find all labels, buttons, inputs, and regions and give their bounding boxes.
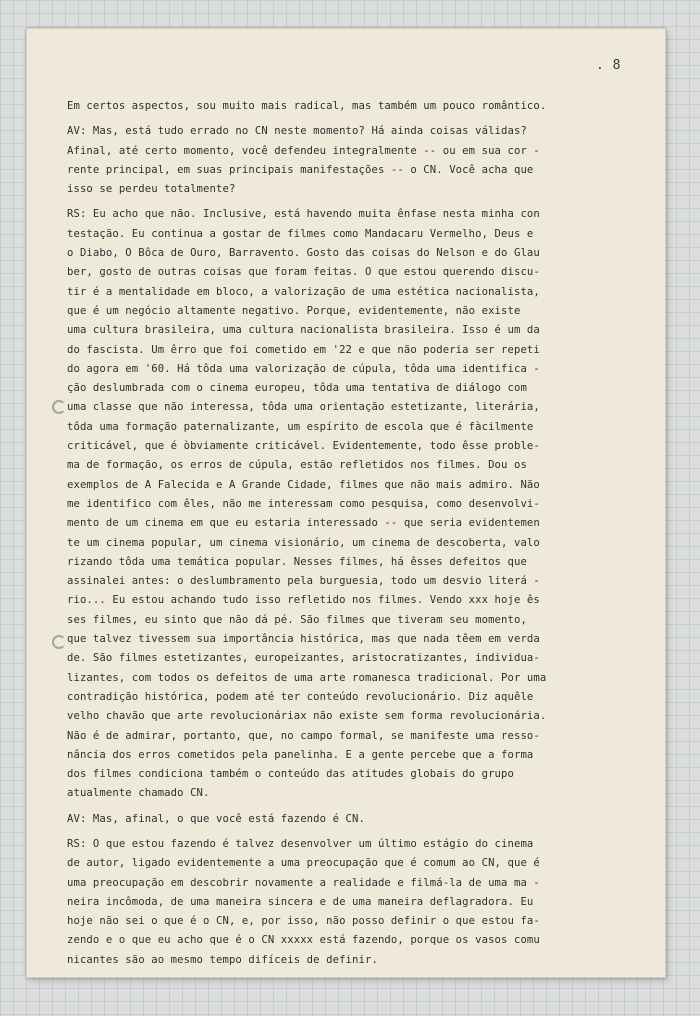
text-line: tir é a mentalidade em bloco, a valorização de uma estética nacionalista, — [67, 285, 540, 298]
text-line: dos filmes condiciona também o conteúdo das atitudes globais do grupo — [67, 768, 514, 781]
text-line: uma preocupação em descobrir novamente a realidade e filmá-la de uma ma - — [67, 876, 540, 889]
text-line: criticável, que é òbviamente criticável. Evidentemente, todo êsse proble- — [67, 440, 540, 453]
text-line: me identifico com êles, não me interessam como pesquisa, como desenvolvi- — [67, 497, 540, 510]
text-line: de autor, ligado evidentemente a uma preocupação que é comum ao CN, que é — [67, 857, 540, 870]
text-line: Não é de admirar, portanto, que, no campo formal, se manifeste uma resso- — [67, 729, 540, 742]
text-line: nância dos erros cometidos pela panelinha. E a gente percebe que a forma — [67, 748, 534, 761]
text-line: ses filmes, eu sinto que não dá pé. São filmes que tiveram seu momento, — [67, 613, 527, 626]
typed-page — [26, 28, 666, 978]
text-line: uma cultura brasileira, uma cultura nacionalista brasileira. Isso é um da — [67, 324, 540, 337]
text-line: que talvez tivessem sua importância histórica, mas que nada têem em verda — [67, 633, 540, 646]
paragraph-p2 — [67, 122, 632, 199]
text-line: do agora em '60. Há tôda uma valorização de cúpula, tôda uma identifica - — [67, 362, 540, 375]
text-line: de. São filmes estetizantes, europeizantes, aristocratizantes, individua- — [67, 652, 540, 665]
punch-hole-mark-lower — [52, 635, 66, 649]
text-line: o Diabo, O Bôca de Ouro, Barravento. Gosto das coisas do Nelson e do Glau — [67, 247, 540, 260]
text-line: uma classe que não interessa, tôda uma orientação estetizante, literária, — [67, 401, 540, 414]
text-line: tôda uma formação paternalizante, um espírito de escola que é fàcilmente — [67, 420, 534, 433]
text-line: RS: O que estou fazendo é talvez desenvolver um último estágio do cinema — [67, 837, 534, 850]
text-line: assinalei antes: o deslumbramento pela burguesia, todo um desvio literá - — [67, 575, 540, 588]
text-line: AV: Mas, afinal, o que você está fazendo é CN. — [67, 812, 365, 825]
text-line: lizantes, com todos os defeitos de uma arte romanesca tradicional. Por uma — [67, 671, 547, 684]
text-line: Em certos aspectos, sou muito mais radical, mas também um pouco romântico. — [67, 100, 547, 112]
interview-transcript — [67, 97, 632, 976]
text-line: te um cinema popular, um cinema visionário, um cinema de descoberta, valo — [67, 536, 540, 549]
paragraph-p1 — [67, 97, 632, 116]
text-line: do fascista. Um êrro que foi cometido em '22 e que não poderia ser repeti — [67, 343, 540, 356]
text-line: isso se perdeu totalmente? — [67, 183, 236, 196]
text-line: hoje não sei o que é o CN, e, por isso, não posso definir o que estou fa- — [67, 915, 540, 928]
text-line: RS: Eu acho que não. Inclusive, está havendo muita ênfase nesta minha con — [67, 208, 540, 221]
paragraph-p5 — [67, 835, 632, 970]
page-number: . 8 — [596, 58, 621, 73]
text-line: AV: Mas, está tudo errado no CN neste momento? Há ainda coisas válidas? — [67, 125, 527, 138]
text-line: rente principal, em suas principais manifestações -- o CN. Você acha que — [67, 163, 534, 176]
text-line: que é um negócio altamente negativo. Porque, evidentemente, não existe — [67, 304, 521, 317]
text-line: atualmente chamado CN. — [67, 787, 210, 800]
text-line: velho chavão que arte revolucionáriax não existe sem forma revolucionária. — [67, 710, 547, 723]
text-line: Afinal, até certo momento, você defendeu integralmente -- ou em sua cor - — [67, 144, 540, 157]
text-line: mento de um cinema em que eu estaria interessado -- que seria evidentemen — [67, 517, 540, 530]
text-line: neira incômoda, de uma maneira sincera e de uma maneira deflagradora. Eu — [67, 895, 534, 908]
paragraph-p4 — [67, 810, 632, 829]
text-line: nicantes são ao mesmo tempo difíceis de definir. — [67, 953, 378, 966]
text-line: zendo e o que eu acho que é o CN xxxxx está fazendo, porque os vasos comu — [67, 934, 540, 947]
text-line: ber, gosto de outras coisas que foram feitas. O que estou querendo discu- — [67, 266, 540, 279]
text-line: ção deslumbrada com o cinema europeu, tôda uma tentativa de diálogo com — [67, 382, 527, 395]
text-line: testação. Eu continua a gostar de filmes como Mandacaru Vermelho, Deus e — [67, 227, 534, 240]
text-line: contradição histórica, podem até ter conteúdo revolucionário. Diz aquêle — [67, 690, 534, 703]
text-line: rizando tôda uma temática popular. Nesses filmes, há êsses defeitos que — [67, 555, 527, 568]
punch-hole-mark-upper — [52, 400, 66, 414]
paragraph-p3 — [67, 205, 632, 803]
text-line: rio... Eu estou achando tudo isso refletido nos filmes. Vendo xxx hoje ês — [67, 594, 540, 607]
text-line: ma de formação, os erros de cúpula, estão refletidos nos filmes. Dou os — [67, 459, 527, 472]
text-line: exemplos de A Falecida e A Grande Cidade, filmes que não mais admiro. Não — [67, 478, 540, 491]
